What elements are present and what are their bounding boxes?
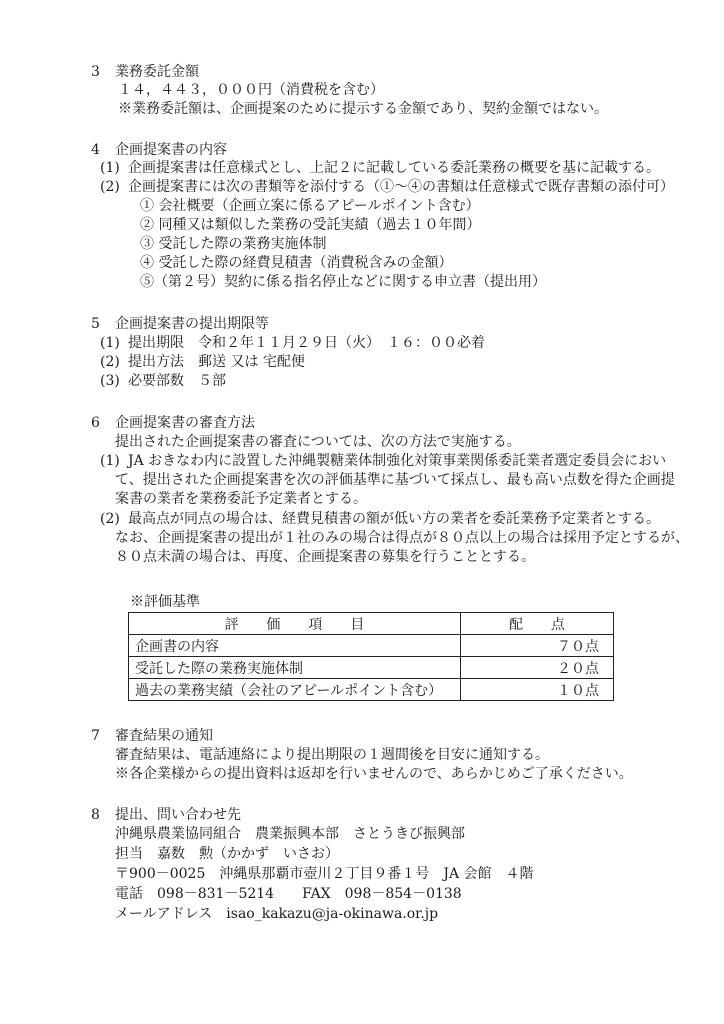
criteria-table: [128, 612, 614, 701]
review-item-2-line-2: なお、企画提案書の提出が１社のみの場合は得点が８０点以上の場合は採用予定とするが、: [115, 530, 689, 546]
section-3-number: 3: [91, 64, 100, 80]
review-item-2-line-3: ８０点未満の場合は、再度、企画提案書の募集を行うこととする。: [115, 549, 535, 565]
section-4-item-1: 企画提案書は任意様式とし、上記２に記載している委託業務の概要を基に記載する。: [128, 160, 660, 176]
section-5-item-number: (1): [100, 335, 120, 351]
section-5-heading: 企画提案書の提出期限等: [115, 316, 269, 332]
table-row: [129, 635, 614, 657]
section-6-heading: 企画提案書の審査方法: [115, 415, 255, 431]
contact-address: 〒900－0025 沖縄県那覇市壺川２丁目９番１号 JA 会館 ４階: [115, 866, 534, 882]
criteria-points: ２０点: [460, 657, 613, 679]
contract-amount-note: ※業務委託額は、企画提案のために提示する金額であり、契約金額ではない。: [118, 101, 608, 117]
contact-person: 担当 嘉数 勲（かかず いさお）: [115, 846, 339, 862]
section-4-item-2: 企画提案書には次の書類等を添付する（①～④の書類は任意様式で既存書類の添付可）: [128, 179, 674, 195]
criteria-header-row: [129, 613, 614, 635]
contact-phone-fax: 電話 098－831－5214 FAX 098－854－0138: [115, 886, 462, 902]
section-5-item-number: (2): [100, 354, 120, 370]
attachment-item: ③ 受託した際の業務実施体制: [140, 236, 327, 252]
section-8-number: 8: [91, 807, 100, 823]
contact-organization: 沖縄県農業協同組合 農業振興本部 さとうきび振興部: [115, 826, 465, 842]
result-notice: 審査結果は、電話連絡により提出期限の１週間後を目安に通知する。: [115, 747, 549, 763]
criteria-caption: ※評価基準: [130, 594, 200, 610]
submission-deadline: 提出期限 令和２年１１月２９日（火） １６：００必着: [128, 335, 485, 351]
review-item-2-line-1: 最高点が同点の場合は、経費見積書の額が低い方の業者を委託業務予定業者とする。: [128, 511, 660, 527]
section-6-item-2-number: (2): [100, 511, 120, 527]
review-item-1-line-2: て、提出された企画提案書を次の評価基準に基づいて採点し、最も高い点数を得た企画提: [115, 472, 675, 488]
contact-email: メールアドレス isao_kakazu@ja-okinawa.or.jp: [115, 906, 439, 922]
criteria-item: 企画書の内容: [129, 635, 461, 657]
attachment-item: ② 同種又は類似した業務の受託実績（過去１０年間）: [140, 217, 481, 233]
review-intro: 提出された企画提案書の審査については、次の方法で実施する。: [115, 434, 521, 450]
review-item-1-line-3: 案書の業者を業務委託予定業者とする。: [115, 491, 367, 507]
section-5-number: 5: [91, 316, 100, 332]
section-6-item-1-number: (1): [100, 453, 120, 469]
required-copies: 必要部数 ５部: [128, 373, 226, 389]
criteria-header-points: 配 点: [460, 613, 613, 635]
attachment-item: ⑤（第２号）契約に係る指名停止などに関する申立書（提出用）: [140, 274, 546, 290]
attachment-item: ① 会社概要（企画立案に係るアピールポイント含む）: [140, 198, 480, 214]
attachment-item: ④ 受託した際の経費見積書（消費税含みの金額）: [140, 255, 453, 271]
section-5-item-number: (3): [100, 373, 120, 389]
section-4-number: 4: [91, 142, 100, 158]
criteria-item: 過去の業務実績（会社のアピールポイント含む）: [129, 679, 461, 701]
table-row: [129, 679, 614, 701]
criteria-item: 受託した際の業務実施体制: [129, 657, 461, 679]
section-8-heading: 提出、問い合わせ先: [115, 807, 241, 823]
submission-method: 提出方法 郵送 又は 宅配便: [128, 354, 305, 370]
section-4-item-2-number: (2): [100, 179, 120, 195]
criteria-header-item: 評 価 項 目: [129, 613, 461, 635]
section-7-number: 7: [91, 728, 100, 744]
criteria-points: ７０点: [460, 635, 613, 657]
documents-not-returned-note: ※各企業様からの提出資料は返却を行いませんので、あらかじめご了承ください。: [115, 766, 633, 782]
section-7-heading: 審査結果の通知: [115, 728, 213, 744]
table-row: [129, 657, 614, 679]
criteria-points: １０点: [460, 679, 613, 701]
section-4-heading: 企画提案書の内容: [115, 142, 227, 158]
review-item-1-line-1: JA おきなわ内に設置した沖縄製糖業体制強化対策事業関係委託業者選定委員会におい: [128, 453, 667, 469]
section-6-number: 6: [91, 415, 100, 431]
section-4-item-1-number: (1): [100, 160, 120, 176]
section-3-heading: 業務委託金額: [115, 64, 199, 80]
contract-amount: １４，４４３，０００円（消費税を含む）: [118, 82, 384, 98]
